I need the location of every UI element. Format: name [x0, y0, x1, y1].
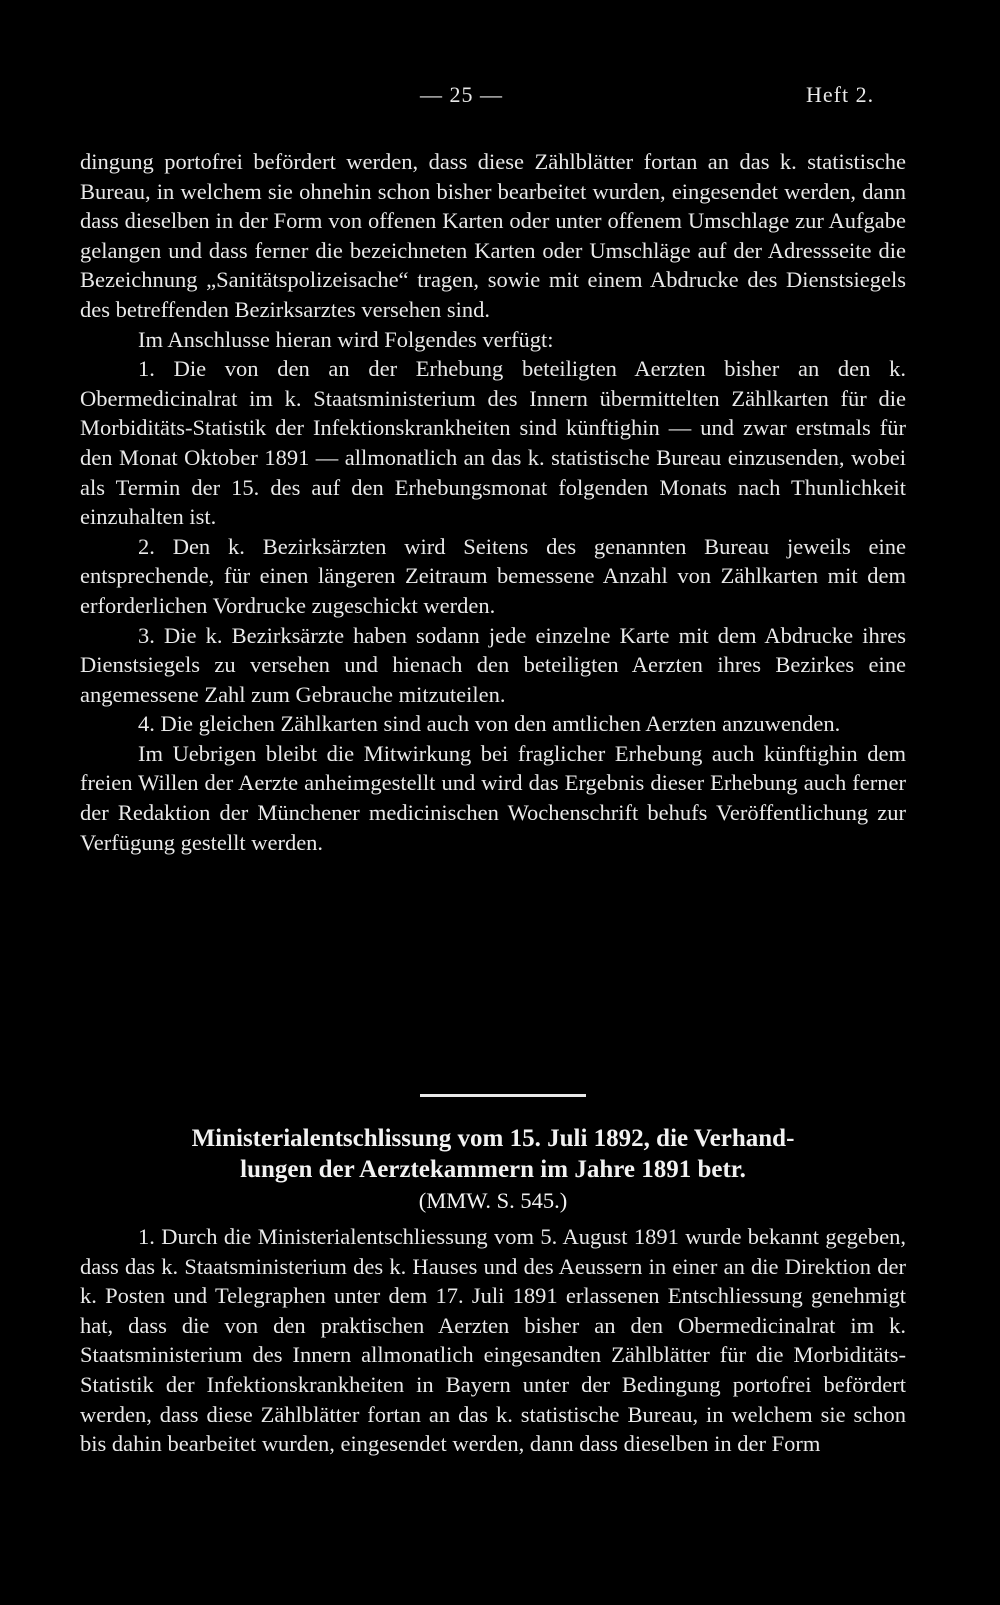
paragraph: Im Uebrigen bleibt die Mitwirkung bei fraglicher Erhebung auch künftighin dem freien Willen der Aerzte anheimgestellt und wird das Ergebnis dieser Erhebung auch ferner der Redaktion der Münchener medicinischen Wochenschrift behufs Veröffentlichung zur Verfügung gestellt werden.	[80, 740, 906, 855]
paragraph: 1. Durch die Ministerialentschliessung vom 5. August 1891 wurde bekannt gegeben, dass das k. Staatsministerium des k. Hauses und des Aeussern in einer an die Direktion der k. Posten und Telegraphen unter dem 17. Juli 1891 erlassenen Entschliessung genehmigt hat, dass die von den praktischen Aerzten bisher an den Obermedicinalrat im k. Staatsministerium des Innern allmonatlich eingesandten Zählblätter für die Morbiditäts-Statistik der Infektionskrankheiten in Bayern unter der Bedingung portofrei befördert werden, dass diese Zählblätter fortan an das k. statistische Bureau, in welchem sie schon bis dahin bearbeitet wurden, eingesendet werden, dann dass dieselben in der Form	[80, 1224, 906, 1457]
paragraph: 2. Den k. Bezirksärzten wird Seitens des genannten Bureau jeweils eine entsprechende, für einen längeren Zeitraum bemessene Anzahl von Zählkarten mit dem erforderlichen Vordrucke zugeschickt werden.	[80, 533, 906, 618]
section-heading	[80, 1123, 906, 1216]
section-2-body	[80, 1222, 906, 1459]
page-header	[0, 82, 1000, 118]
issue-label: Heft 2.	[806, 82, 875, 107]
paragraph: 1. Die von den an der Erhebung beteiligten Aerzten bisher an den k. Obermedicinalrat im k. Staatsministerium des Innern übermittelten Zählkarten für die Morbiditäts-Statistik der Infektionskrankheiten sind künftighin — und zwar erstmals für den Monat Oktober 1891 — allmonatlich an das k. statistische Bureau einzusenden, wobei als Termin der 15. des auf den Erhebungsmonat folgenden Monats nach Thunlichkeit einzuhalten ist.	[80, 356, 906, 530]
heading-reference: (MMW. S. 545.)	[418, 1188, 568, 1213]
heading-line: Ministerialentschlissung vom 15. Juli 1892, die Verhand-	[191, 1125, 795, 1152]
paragraph: 3. Die k. Bezirksärzte haben sodann jede einzelne Karte mit dem Abdrucke ihres Dienstsiegels zu versehen und hienach den beteiligten Aerzten ihres Bezirkes eine angemessene Zahl zum Gebrauche mitzuteilen.	[80, 622, 906, 707]
page-number: — 25 —	[420, 82, 503, 107]
paragraph: dingung portofrei befördert werden, dass diese Zählblätter fortan an das k. statistische Bureau, in welchem sie ohnehin schon bisher bearbeitet wurden, eingesendet werden, dann dass dieselben in der Form von offenen Karten oder unter offenem Umschlage zur Aufgabe gelangen und dass ferner die bezeichneten Karten oder Umschläge auf der Adressseite die Bezeichnung „Sanitätspolizeisache“ tragen, sowie mit einem Abdrucke des Dienstsiegels des betreffenden Bezirksarztes versehen sind.	[80, 149, 906, 322]
paragraph: 4. Die gleichen Zählkarten sind auch von den amtlichen Aerzten anzuwenden.	[138, 711, 841, 737]
section-1-body	[80, 147, 906, 857]
heading-line: lungen der Aerztekammern im Jahre 1891 betr.	[240, 1156, 746, 1183]
paragraph: Im Anschlusse hieran wird Folgendes verfügt:	[138, 326, 554, 352]
section-divider	[420, 1094, 586, 1097]
